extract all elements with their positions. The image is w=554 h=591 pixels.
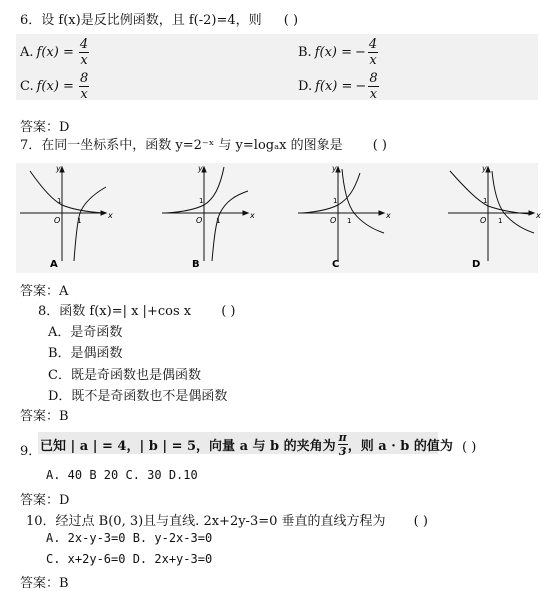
q10-options-row2[interactable]: C. x+2y-6=0 D. 2x+y-3=0: [46, 552, 213, 566]
graph-c-y-label: y: [332, 164, 337, 173]
graph-d[interactable]: [448, 167, 534, 261]
graph-a-origin: O: [54, 216, 61, 225]
q9-paren: ( ): [462, 440, 477, 455]
q8-option-a[interactable]: A．是奇函数: [48, 325, 123, 340]
q7-answer: 答案：A: [20, 284, 69, 299]
graph-c-label: C: [332, 259, 340, 270]
q6-options-band: [16, 34, 538, 100]
q9-answer: 答案：D: [20, 493, 70, 508]
q6-option-d[interactable]: D. f(x) = − $\frac{8}{x}$: [298, 71, 378, 102]
graph-b-x-label: x: [250, 211, 255, 220]
graph-a-tick-x1: 1: [77, 217, 82, 225]
graph-b-tick-1: 1: [199, 197, 204, 205]
graph-d-tick-1: 1: [483, 197, 488, 205]
q6-option-a[interactable]: A. f(x) = $\frac{4}{x}$: [20, 37, 89, 68]
graph-a-tick-1: 1: [57, 197, 62, 205]
graph-b[interactable]: [162, 167, 248, 261]
q7-graphs: [16, 163, 541, 273]
graph-d-label: D: [472, 259, 481, 270]
graph-b-y-label: y: [198, 164, 203, 173]
graph-c[interactable]: [298, 167, 384, 261]
graph-a[interactable]: [20, 167, 106, 261]
graph-d-tick-x1: 1: [498, 217, 503, 225]
graph-b-origin: O: [196, 216, 203, 225]
q9-number: 9．: [20, 444, 42, 459]
graph-a-label: A: [50, 259, 58, 270]
q8-option-d[interactable]: D．既不是奇函数也不是偶函数: [48, 389, 228, 404]
q7-stem: 7．在同一坐标系中，函数 y=2⁻ˣ 与 y=logₐx 的图象是 ( ): [20, 138, 387, 153]
graph-b-label: B: [192, 259, 200, 270]
q6-stem: 6．设 f(x)是反比例函数，且 f(-2)=4，则 ( ): [20, 13, 299, 28]
q9-options[interactable]: A. 40 B 20 C. 30 D.10: [46, 468, 198, 482]
q8-stem: 8．函数 f(x)=| x |+cos x ( ): [38, 304, 236, 319]
q10-options-row1[interactable]: A. 2x-y-3=0 B. y-2x-3=0: [46, 531, 213, 545]
graph-c-tick-x1: 1: [347, 217, 352, 225]
graph-a-x-label: x: [108, 211, 113, 220]
graph-c-tick-1: 1: [333, 197, 338, 205]
q8-option-b[interactable]: B．是偶函数: [48, 346, 123, 361]
q8-answer: 答案：B: [20, 409, 69, 424]
graph-d-y-label: y: [482, 164, 487, 173]
q6-option-c[interactable]: C. f(x) = $\frac{8}{x}$: [20, 71, 89, 102]
q10-answer: 答案：B: [20, 576, 69, 591]
graph-a-y-label: y: [56, 164, 61, 173]
q8-option-c[interactable]: C．既是奇函数也是偶函数: [48, 368, 201, 383]
graph-b-tick-x1: 1: [216, 217, 221, 225]
graph-d-origin: O: [480, 216, 487, 225]
q9-stem: 已知 | a | = 4，| b | = 5，向量 a 与 b 的夹角为 $\frac{\pi}{3}$ ，则 a · b 的值为: [40, 431, 453, 458]
graph-c-origin: O: [330, 216, 337, 225]
graph-d-x-label: x: [536, 211, 541, 220]
q6-option-b[interactable]: B. f(x) = − $\frac{4}{x}$: [298, 37, 378, 68]
q10-stem: 10．经过点 B(0, 3)且与直线. 2x+2y-3=0 垂直的直线方程为 ( ): [26, 514, 428, 529]
graph-c-x-label: x: [386, 211, 391, 220]
q6-answer: 答案：D: [20, 120, 70, 135]
